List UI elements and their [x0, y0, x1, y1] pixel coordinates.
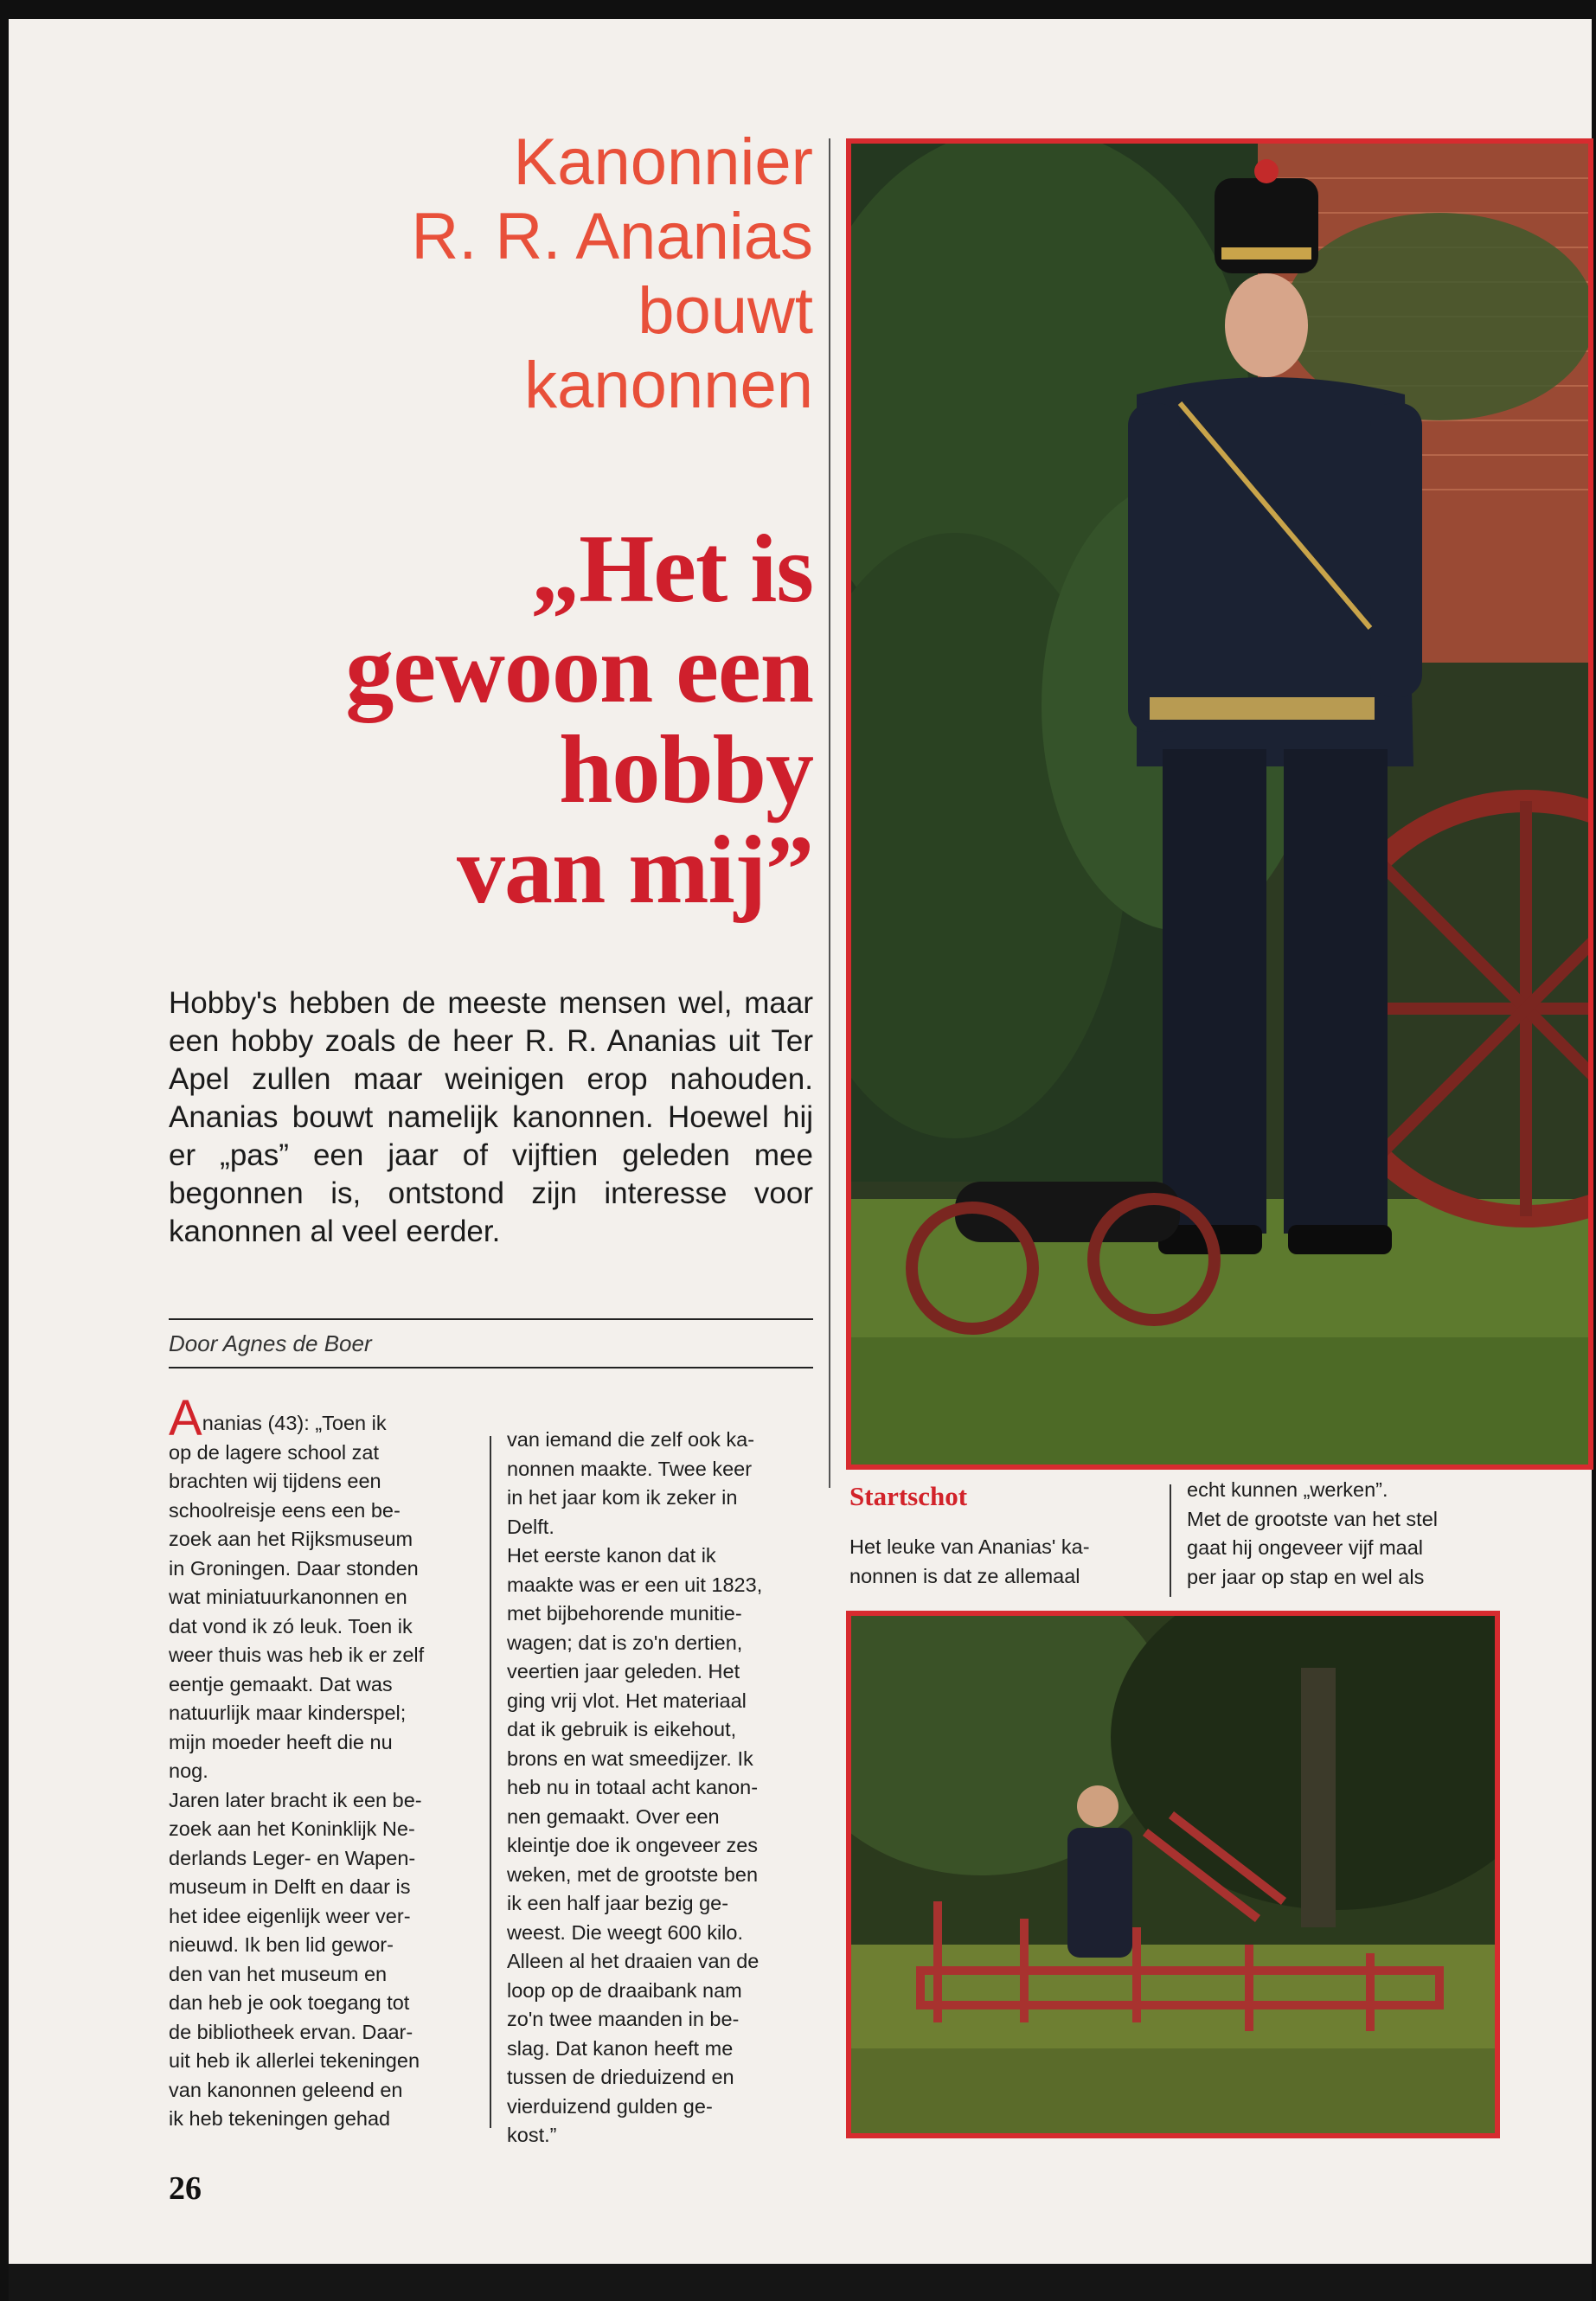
- body-line: gaat hij ongeveer vijf maal: [1187, 1536, 1424, 1559]
- column-divider: [829, 138, 830, 1488]
- body-line: museum in Delft en daar is: [169, 1875, 411, 1898]
- headline-line: hobby: [559, 716, 813, 824]
- photo-gunner-with-cannon: [846, 138, 1593, 1470]
- body-line: nonnen maakte. Twee keer: [507, 1457, 753, 1480]
- body-line: weer thuis was heb ik er zelf: [169, 1644, 425, 1666]
- body-line: Met de grootste van het stel: [1187, 1507, 1438, 1530]
- column-divider: [490, 1436, 491, 2128]
- body-line: nog.: [169, 1759, 208, 1782]
- body-line: schoolreisje eens een be-: [169, 1498, 401, 1522]
- kicker-line: bouwt: [638, 274, 813, 348]
- body-line: op de lagere school zat: [169, 1440, 379, 1464]
- body-line: weest. Die weegt 600 kilo.: [507, 1920, 744, 1944]
- page-number: 26: [169, 2170, 202, 2207]
- body-line: het idee eigenlijk weer ver-: [169, 1904, 411, 1927]
- kicker-line: R. R. Ananias: [411, 200, 813, 273]
- scan-border: [9, 2264, 1592, 2301]
- body-line: zoek aan het Rijksmuseum: [169, 1528, 413, 1550]
- article-headline: [156, 516, 813, 924]
- body-line: brons en wat smeedijzer. Ik: [507, 1747, 753, 1770]
- body-line: veertien jaar geleden. Het: [507, 1660, 740, 1682]
- byline-bottom-rule: [169, 1367, 813, 1368]
- kicker-line: Kanonnier: [513, 125, 813, 199]
- body-line: Jaren later bracht ik een be-: [169, 1788, 422, 1811]
- body-line: nonnen is dat ze allemaal: [849, 1564, 1080, 1587]
- body-line: per jaar op stap en wel als: [1187, 1565, 1425, 1588]
- byline: Door Agnes de Boer: [169, 1330, 372, 1356]
- body-line: nieuwd. Ik ben lid gewor-: [169, 1933, 394, 1956]
- headline-line: gewoon een: [345, 616, 813, 723]
- body-line: uit heb ik allerlei tekeningen: [169, 2049, 420, 2072]
- body-line: echt kunnen „werken”.: [1187, 1478, 1388, 1501]
- body-column-2: [507, 1426, 818, 2150]
- drop-cap: A: [169, 1390, 202, 1446]
- body-line: Delft.: [507, 1515, 554, 1538]
- body-line: ik een half jaar bezig ge-: [507, 1892, 729, 1914]
- body-line: slag. Dat kanon heeft me: [507, 2036, 734, 2060]
- body-line: derlands Leger- en Wapen-: [169, 1846, 416, 1869]
- body-line: loop op de draaibank nam: [507, 1978, 742, 2002]
- body-line: in het jaar kom ik zeker in: [507, 1486, 738, 1509]
- body-line: kost.”: [507, 2124, 557, 2146]
- body-line: de bibliotheek ervan. Daar-: [169, 2020, 413, 2043]
- body-line: eentje gemaakt. Dat was: [169, 1672, 393, 1695]
- headline-line: „Het is: [531, 516, 813, 623]
- column-divider: [1170, 1484, 1171, 1597]
- body-line: kleintje doe ik ongeveer zes: [507, 1834, 759, 1856]
- body-column-1: [169, 1390, 480, 2134]
- section-title: Startschot: [849, 1481, 968, 1511]
- byline-top-rule: [169, 1318, 813, 1320]
- body-line: brachten wij tijdens een: [169, 1470, 381, 1492]
- body-line: van iemand die zelf ook ka-: [507, 1428, 755, 1451]
- article-kicker: [208, 125, 813, 423]
- body-line: Alleen al het draaien van de: [507, 1950, 760, 1972]
- body-line: dat ik gebruik is eikehout,: [507, 1718, 737, 1740]
- body-line: vierduizend gulden ge-: [507, 2094, 713, 2118]
- body-line: wat miniatuurkanonnen en: [169, 1586, 407, 1608]
- body-line: ik heb tekeningen gehad: [169, 2107, 391, 2130]
- photo-gunner-with-carriage: [846, 1611, 1500, 2138]
- body-line: nen gemaakt. Over een: [507, 1804, 720, 1828]
- body-line: dan heb je ook toegang tot: [169, 1991, 410, 2014]
- body-line: den van het museum en: [169, 1962, 388, 1985]
- body-line: Het eerste kanon dat ik: [507, 1544, 716, 1567]
- body-line: zoek aan het Koninklijk Ne-: [169, 1817, 415, 1840]
- body-line: maakte was er een uit 1823,: [507, 1573, 763, 1596]
- body-line: heb nu in totaal acht kanon-: [507, 1776, 759, 1798]
- body-line: natuurlijk maar kinderspel;: [169, 1702, 407, 1724]
- article-lede: Hobby's hebben de meeste mensen wel, maar een hobby zoals de heer R. R. Ananias uit Ter Apel zullen maar weinigen erop nahouden. Ananias bouwt namelijk kanonnen. Hoewel hij er „pas” een jaar of vijftien geleden mee begonnen is, ontstond zijn interesse voor kanonnen al veel eerder.: [169, 986, 813, 1248]
- body-line: Het leuke van Ananias' ka-: [849, 1535, 1090, 1558]
- body-line: Ananias (43): „Toen ik: [169, 1390, 387, 1446]
- kicker-line: kanonnen: [524, 349, 813, 422]
- body-line: weken, met de grootste ben: [507, 1862, 759, 1886]
- body-column-4: [1187, 1476, 1498, 1592]
- body-line: mijn moeder heeft die nu: [169, 1730, 393, 1753]
- body-column-3: [849, 1533, 1135, 1591]
- body-line: ging vrij vlot. Het materiaal: [507, 1689, 747, 1712]
- body-line: van kanonnen geleend en: [169, 2078, 403, 2101]
- body-line: wagen; dat is zo'n dertien,: [507, 1631, 743, 1654]
- body-line: dat vond ik zó leuk. Toen ik: [169, 1614, 413, 1638]
- body-line: zo'n twee maanden in be-: [507, 2008, 740, 2030]
- headline-line: van mij”: [457, 817, 813, 924]
- body-line: in Groningen. Daar stonden: [169, 1556, 419, 1580]
- body-line: tussen de drieduizend en: [507, 2066, 734, 2088]
- body-line: met bijbehorende munitie-: [507, 1602, 742, 1625]
